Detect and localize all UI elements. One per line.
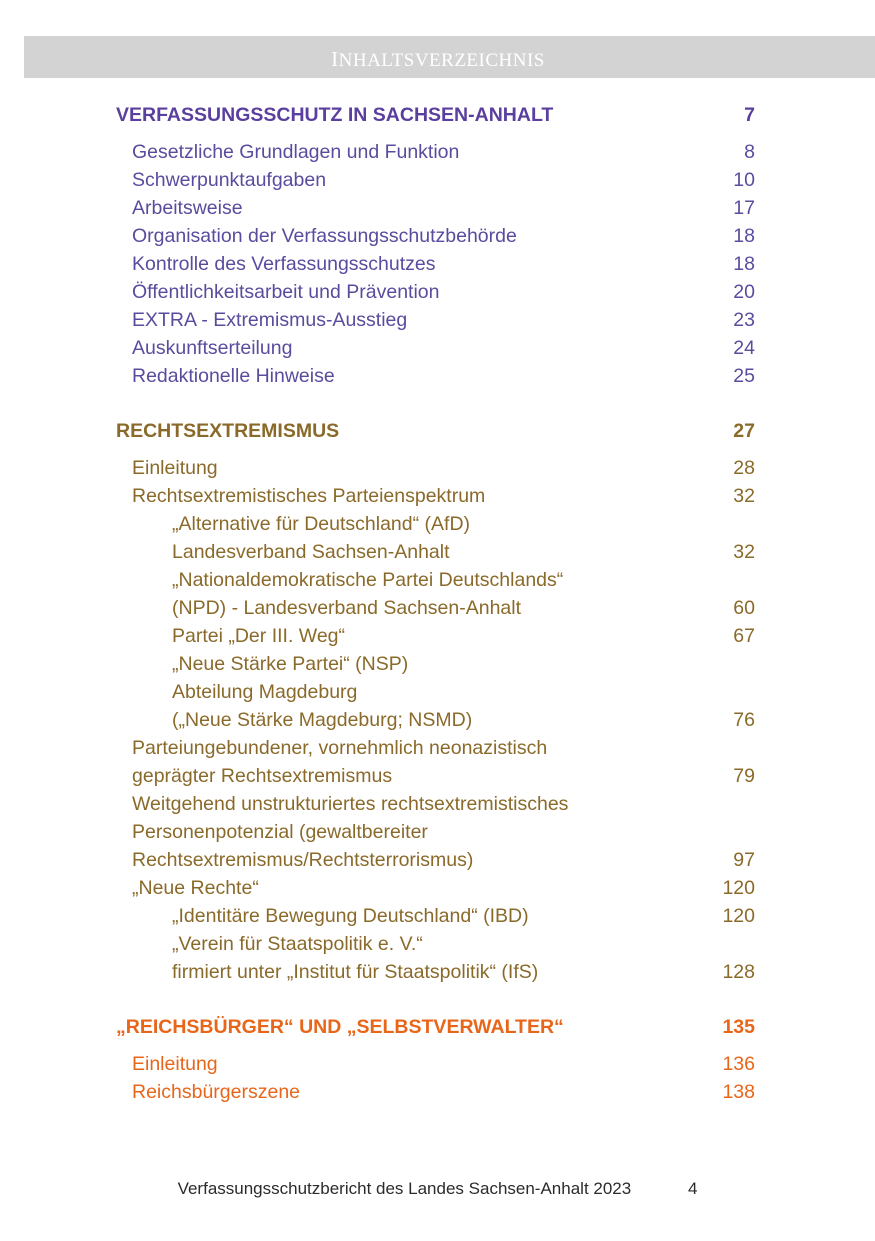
toc-entry-page-number: 138 <box>722 1081 755 1103</box>
toc-entry-label: geprägter Rechtsextremismus <box>132 765 393 787</box>
toc-entry-label: EXTRA - Extremismus-Ausstieg <box>132 309 408 331</box>
toc-entry-label: VERFASSUNGSSCHUTZ IN SACHSEN-ANHALT <box>116 104 554 126</box>
toc-entry-label: (NPD) - Landesverband Sachsen-Anhalt <box>172 597 522 619</box>
toc-entry-label: Arbeitsweise <box>132 197 243 219</box>
toc-entry[interactable] <box>0 250 875 278</box>
toc-entry[interactable] <box>0 622 875 650</box>
toc-entry-page-number: 23 <box>733 309 755 331</box>
toc-entry-label: Partei „Der III. Weg“ <box>172 625 346 647</box>
page-footer <box>0 1179 875 1199</box>
toc-entry[interactable] <box>0 762 875 790</box>
toc-entry-label: Redaktionelle Hinweise <box>132 365 335 387</box>
toc-entry-page-number: 128 <box>722 961 755 983</box>
toc-entry-label: „Identitäre Bewegung Deutschland“ (IBD) <box>172 905 529 927</box>
toc-entry[interactable] <box>0 454 875 482</box>
toc-entry-label: Weitgehend unstrukturiertes rechtsextremistisches <box>132 793 569 815</box>
spacer <box>0 986 875 1012</box>
toc-entry-label: Parteiungebundener, vornehmlich neonazistisch <box>132 737 548 759</box>
footer-page-number: 4 <box>687 1179 698 1198</box>
toc-entry-page-number: 27 <box>733 420 755 442</box>
toc-entry[interactable] <box>0 650 875 678</box>
toc-entry[interactable] <box>0 166 875 194</box>
toc-entry[interactable] <box>0 706 875 734</box>
spacer <box>0 390 875 416</box>
toc-entry-page-number: 17 <box>733 197 755 219</box>
toc-section-heading[interactable] <box>0 100 875 130</box>
toc-section-heading[interactable] <box>0 416 875 446</box>
footer-text: Verfassungsschutzbericht des Landes Sachsen-Anhalt 2023 <box>177 1179 632 1198</box>
toc-entry-page-number: 79 <box>733 765 755 787</box>
toc-entry[interactable] <box>0 734 875 762</box>
toc-entry-label: („Neue Stärke Magdeburg; NSMD) <box>172 709 473 731</box>
toc-entry[interactable] <box>0 306 875 334</box>
toc-entry[interactable] <box>0 818 875 846</box>
toc-entry-label: Öffentlichkeitsarbeit und Prävention <box>132 281 440 303</box>
toc-entry[interactable] <box>0 678 875 706</box>
toc-entry-label: „Alternative für Deutschland“ (AfD) <box>172 513 471 535</box>
toc-entry-label: RECHTSEXTREMISMUS <box>116 420 340 442</box>
toc-entry[interactable] <box>0 278 875 306</box>
toc-entry-label: „Nationaldemokratische Partei Deutschlands“ <box>172 569 564 591</box>
toc-entry-label: Gesetzliche Grundlagen und Funktion <box>132 141 460 163</box>
toc-entry[interactable] <box>0 846 875 874</box>
toc-entry-label: Landesverband Sachsen-Anhalt <box>172 541 450 563</box>
table-of-contents <box>0 100 875 1106</box>
toc-entry-page-number: 32 <box>733 485 755 507</box>
toc-entry-page-number: 25 <box>733 365 755 387</box>
toc-entry[interactable] <box>0 510 875 538</box>
toc-section <box>0 1012 875 1106</box>
toc-entry-page-number: 28 <box>733 457 755 479</box>
toc-entry-page-number: 120 <box>722 877 755 899</box>
toc-section <box>0 100 875 390</box>
toc-entry-label: „Neue Rechte“ <box>132 877 259 899</box>
toc-entry[interactable] <box>0 930 875 958</box>
toc-entry-label: Auskunftserteilung <box>132 337 293 359</box>
toc-entry-page-number: 136 <box>722 1053 755 1075</box>
toc-entry[interactable] <box>0 482 875 510</box>
toc-entry-page-number: 76 <box>733 709 755 731</box>
toc-entry-label: firmiert unter „Institut für Staatspolitik“ (IfS) <box>172 961 539 983</box>
toc-entry-label: Schwerpunktaufgaben <box>132 169 327 191</box>
spacer <box>0 130 875 138</box>
spacer <box>0 446 875 454</box>
toc-entry-label: Einleitung <box>132 457 218 479</box>
toc-entry[interactable] <box>0 902 875 930</box>
toc-entry[interactable] <box>0 138 875 166</box>
toc-entry[interactable] <box>0 362 875 390</box>
toc-section-heading[interactable] <box>0 1012 875 1042</box>
toc-entry-label: Organisation der Verfassungsschutzbehörde <box>132 225 517 247</box>
toc-entry-label: Rechtsextremistisches Parteienspektrum <box>132 485 486 507</box>
toc-section <box>0 416 875 986</box>
toc-entry-label: Kontrolle des Verfassungsschutzes <box>132 253 436 275</box>
toc-entry-page-number: 97 <box>733 849 755 871</box>
toc-entry-page-number: 20 <box>733 281 755 303</box>
toc-entry[interactable] <box>0 194 875 222</box>
toc-entry-label: „Neue Stärke Partei“ (NSP) <box>172 653 409 675</box>
toc-entry-page-number: 7 <box>744 104 755 126</box>
toc-entry[interactable] <box>0 566 875 594</box>
toc-entry-label: Rechtsextremismus/Rechtsterrorismus) <box>132 849 474 871</box>
toc-entry-page-number: 18 <box>733 225 755 247</box>
toc-entry-page-number: 18 <box>733 253 755 275</box>
page-title: inhaltsverzeichnis <box>331 40 545 73</box>
toc-entry-label: Personenpotenzial (gewaltbereiter <box>132 821 428 843</box>
toc-entry-page-number: 24 <box>733 337 755 359</box>
toc-entry-page-number: 60 <box>733 597 755 619</box>
toc-entry-page-number: 10 <box>733 169 755 191</box>
toc-entry[interactable] <box>0 334 875 362</box>
toc-entry-label: „Verein für Staatspolitik e. V.“ <box>172 933 423 955</box>
toc-entry[interactable] <box>0 1050 875 1078</box>
spacer <box>0 1042 875 1050</box>
toc-entry[interactable] <box>0 790 875 818</box>
toc-entry-label: „REICHSBÜRGER“ UND „SELBSTVERWALTER“ <box>116 1016 564 1038</box>
toc-entry-page-number: 67 <box>733 625 755 647</box>
toc-entry[interactable] <box>0 1078 875 1106</box>
toc-entry-label: Reichsbürgerszene <box>132 1081 301 1103</box>
toc-entry-page-number: 120 <box>722 905 755 927</box>
toc-entry[interactable] <box>0 594 875 622</box>
toc-entry[interactable] <box>0 874 875 902</box>
toc-entry-page-number: 135 <box>722 1016 755 1038</box>
toc-entry-page-number: 8 <box>744 141 755 163</box>
toc-entry-label: Abteilung Magdeburg <box>172 681 358 703</box>
toc-entry[interactable] <box>0 538 875 566</box>
toc-entry[interactable] <box>0 958 875 986</box>
toc-entry-page-number: 32 <box>733 541 755 563</box>
toc-entry-label: Einleitung <box>132 1053 218 1075</box>
toc-entry[interactable] <box>0 222 875 250</box>
